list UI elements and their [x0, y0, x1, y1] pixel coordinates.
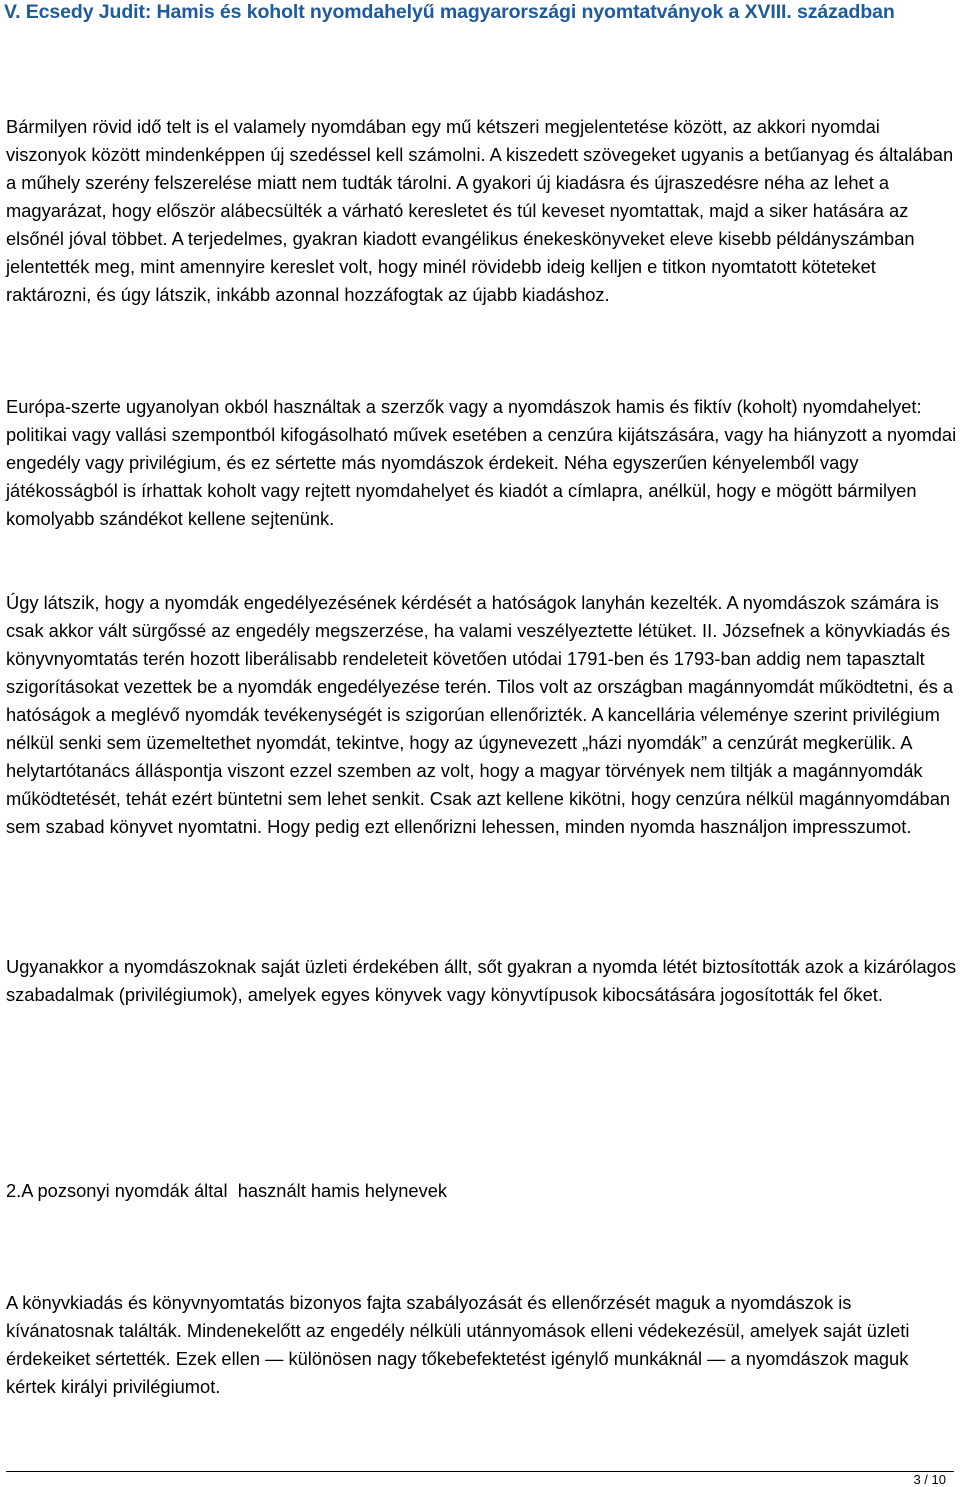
page-number: 3 / 10	[913, 1472, 946, 1487]
footer-divider	[6, 1471, 954, 1472]
paragraph-reprinting: Bármilyen rövid idő telt is el valamely nyomdában egy mű kétszeri megjelentetése között, az akkori nyomdai viszonyok között mindenképpen új szedéssel kell számolni. A kiszedett szövegeket ugyanis a betűanyag és általában a műhely szerény felszerelése miatt nem tudták tárolni. A gyakori új kiadásra és újraszedésre néha az lehet a magyarázat, hogy először alábecsülték a várható keresletet és túl keveset nyomtattak, majd a siker hatására az elsőnél jóval többet. A terjedelmes, gyakran kiadott evangélikus énekeskönyveket eleve kisebb példányszámban jelentették meg, mint amennyire kereslet volt, hogy minél rövidebb ideig kelljen e titkon nyomtatott köteteket raktározni, és úgy látszik, inkább azonnal hozzáfogtak az újabb kiadáshoz.	[6, 116, 954, 305]
section-heading: 2.A pozsonyi nyomdák által használt hamis helynevek	[6, 1180, 448, 1201]
paragraph-press-licensing: Úgy látszik, hogy a nyomdák engedélyezésének kérdését a hatóságok lanyhán kezelték. A nyomdászok számára is csak akkor vált sürgőssé az engedély megszerzése, ha valami veszélyeztette létüket. II. Józsefnek a könyvkiadás és könyvnyomtatás terén hozott liberálisabb rendeleteit követően utódai 1791-ben és 1793-ban addig nem tapasztalt szigorításokat vezettek be a nyomdák engedélyezése terén. Tilos volt az országban magánnyomdát működtetni, és a hatóságok a meglévő nyomdák tevékenységét is szigorúan ellenőrizték. A kancellária véleménye szerint privilégium nélkül senki sem üzemeltethet nyomdát, tekintve, hogy az úgynevezett „házi nyomdák” a cenzúrát megkerülik. A helytartótanács álláspontja viszont ezzel szemben az volt, hogy a magyar törvények nem tiltják a magánnyomdák működtetését, tehát ezért büntetni sem lehet senkit. Csak azt kellene kikötni, hogy cenzúra nélkül magánnyomdában sem szabad könyvet nyomtatni. Hogy pedig ezt ellenőrizni lehessen, minden nyomda használjon impresszumot.	[6, 592, 954, 837]
paragraph-privileges: Ugyanakkor a nyomdászoknak saját üzleti érdekében állt, sőt gyakran a nyomda létét biztosították azok a kizárólagos szabadalmak (privilégiumok), amelyek egyes könyvek vagy könyvtípusok kibocsátására jogosították fel őket.	[6, 956, 957, 1005]
paragraph-regulation: A könyvkiadás és könyvnyomtatás bizonyos fajta szabályozását és ellenőrzését maguk a nyomdászok is kívánatosnak találták. Mindenekelőtt az engedély nélküli utánnyomások elleni védekezésül, amelyek saját üzleti érdekeiket sértették. Ezek ellen — különösen nagy tőkebefektetést igénylő munkáknál — a nyomdászok maguk kértek királyi privilégiumot.	[6, 1292, 910, 1397]
paragraph-false-imprints: Európa-szerte ugyanolyan okból használtak a szerzők vagy a nyomdászok hamis és fiktív (koholt) nyomdahelyet: politikai vagy vallási szempontból kifogásolható művek esetében a cenzúra kijátszására, vagy ha hiányzott a nyomdai engedély vagy privilégium, és ez sértette más nyomdászok érdekeit. Néha egyszerűen kényelemből vagy játékosságból is írhattak koholt vagy rejtett nyomdahelyet és kiadót a címlapra, anélkül, hogy e mögött bármilyen komolyabb szándékot kellene sejtenünk.	[6, 396, 957, 529]
document-title: V. Ecsedy Judit: Hamis és koholt nyomdahelyű magyarországi nyomtatványok a XVIII. században	[4, 1, 895, 23]
